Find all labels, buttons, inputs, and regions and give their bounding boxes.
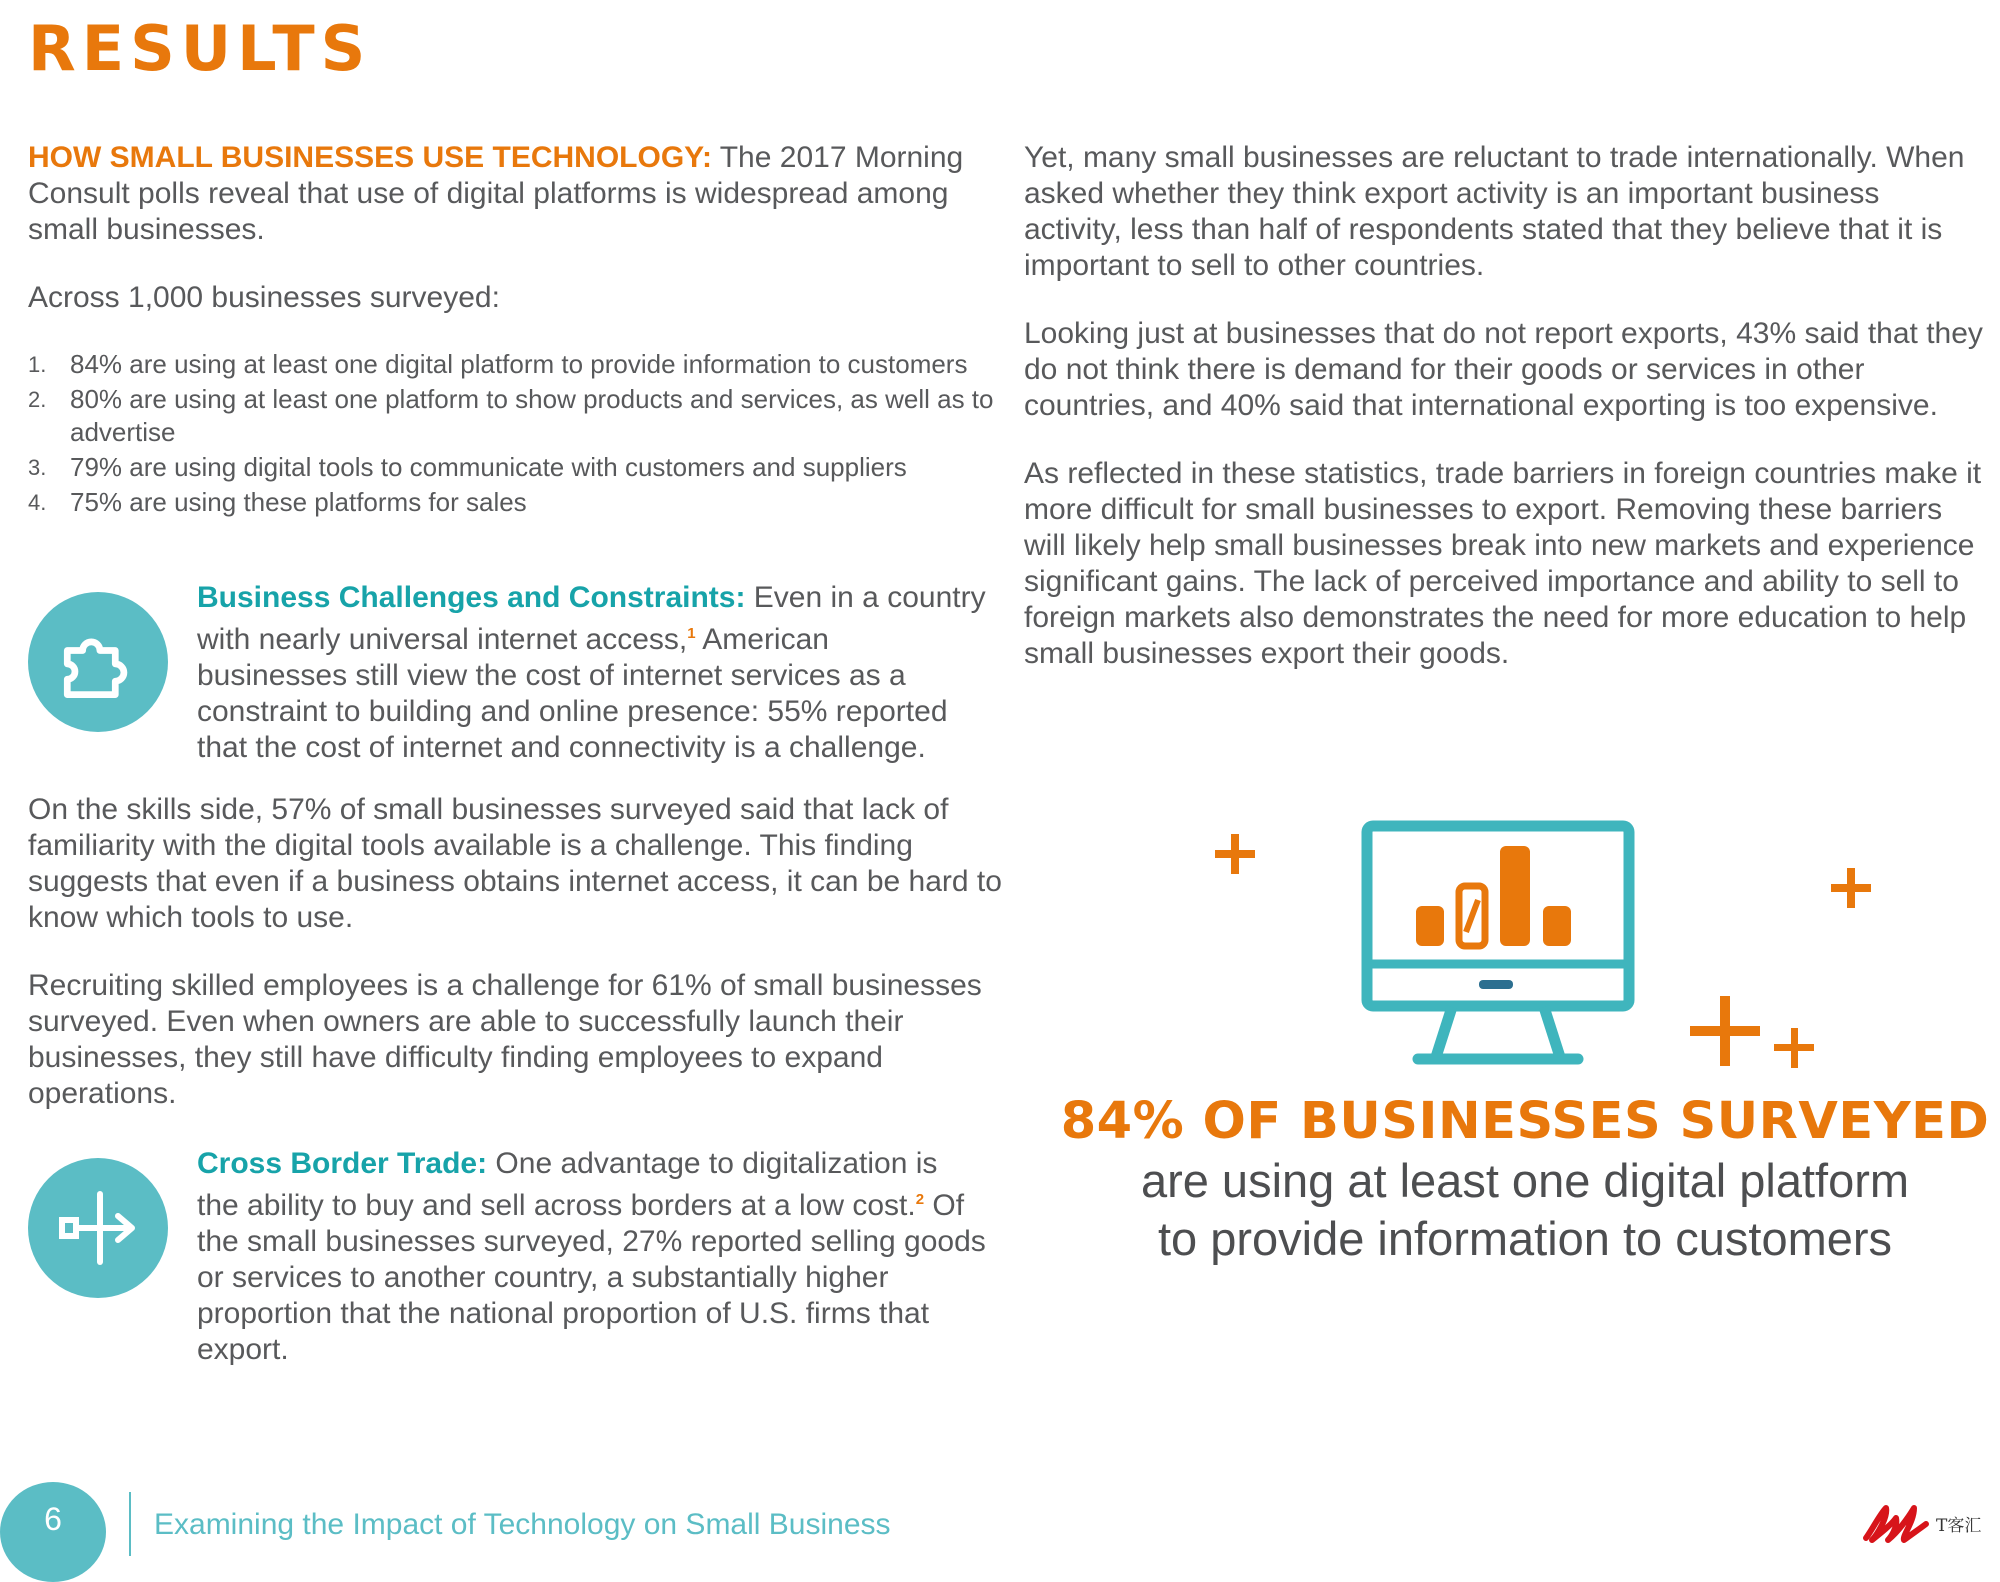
skills-paragraph: On the skills side, 57% of small businesses surveyed said that lack of familiarity with the digital tools available is a challenge. This finding suggests that even if a business obtains internet access, it can be hard to know which tools to use.: [28, 793, 1002, 934]
sparkle-icon: [1215, 834, 1255, 874]
survey-intro: Across 1,000 businesses surveyed:: [28, 281, 500, 314]
list-item: 2. 80% are using at least one platform to show products and services, as well as to advertise: [28, 384, 994, 447]
puzzle-icon: [28, 592, 168, 732]
challenges-lead: Business Challenges and Constraints:: [197, 581, 746, 614]
challenges-paragraph: Business Challenges and Constraints: Even in a country with nearly universal internet access,$^1$ American businesses still view the cost of internet services as a constraint to building and online presence: 55% reported that the cost of internet and connectivity is a challenge.: [197, 581, 986, 764]
logo-text: T客汇: [1936, 1515, 1982, 1536]
list-item: 4. 75% are using these platforms for sales: [28, 487, 527, 517]
reluctance-paragraph: Yet, many small businesses are reluctant to trade internationally. When asked whether they think export activity is an important business activity, less than half of respondents stated that they believe that it is important to sell to other countries.: [1024, 141, 1965, 282]
monitor-chart-icon: [1200, 800, 1900, 1080]
cross-border-paragraph: Cross Border Trade: One advantage to digitalization is the ability to buy and sell across borders at a low cost.$^2$ Of the small businesses surveyed, 27% reported selling goods or services to another country, a substantially higher proportion that the national proportion of U.S. firms that export.: [197, 1147, 986, 1366]
logo-mark-icon: [1862, 1500, 1932, 1546]
page-title: RESULTS: [28, 12, 372, 85]
intro-lead: HOW SMALL BUSINESSES USE TECHNOLOGY:: [28, 141, 712, 174]
footnote-2[interactable]: 2: [915, 1191, 925, 1208]
recruiting-paragraph: Recruiting skilled employees is a challenge for 61% of small businesses surveyed. Even when owners are able to successfully launch their businesses, they still have difficulty finding employees to expand operations.: [28, 969, 982, 1110]
stat-headline: 84% OF BUSINESSES SURVEYED: [1060, 1092, 1990, 1151]
list-item: 3. 79% are using digital tools to communicate with customers and suppliers: [28, 452, 907, 482]
intro-text: The 2017 Morning Consult polls reveal that use of digital platforms is widespread among small businesses.: [28, 141, 964, 246]
page-number: 6: [0, 1482, 106, 1582]
sparkle-icon: [1774, 1028, 1814, 1068]
sparkle-icon: [1690, 996, 1760, 1066]
stat-caption: are using at least one digital platform to provide information to customers: [1140, 1154, 1910, 1265]
arrow-crossing-icon: [28, 1158, 168, 1298]
footer-title: Examining the Impact of Technology on Small Business: [154, 1508, 891, 1541]
footnote-1[interactable]: 1: [687, 625, 696, 642]
barriers-paragraph: As reflected in these statistics, trade barriers in foreign countries make it more difficult for small businesses to export. Removing these barriers will likely help small businesses break into new markets and experience significant gains. The lack of perceived importance and ability to sell to foreign markets also demonstrates the need for more education to help small businesses export their goods.: [1024, 457, 1982, 670]
sparkle-icon: [1831, 868, 1871, 908]
intro-paragraph: [28, 140, 978, 248]
brand-logo[interactable]: [1862, 1500, 1981, 1546]
exports-paragraph: Looking just at businesses that do not report exports, 43% said that they do not think there is demand for their goods or services in other countries, and 40% said that international exporting is too expensive.: [1024, 317, 1983, 422]
cross-border-lead: Cross Border Trade:: [197, 1147, 488, 1180]
findings-list: [28, 348, 1003, 521]
footer-divider: [129, 1492, 131, 1556]
list-item: 1. 84% are using at least one digital platform to provide information to customers: [28, 349, 968, 379]
